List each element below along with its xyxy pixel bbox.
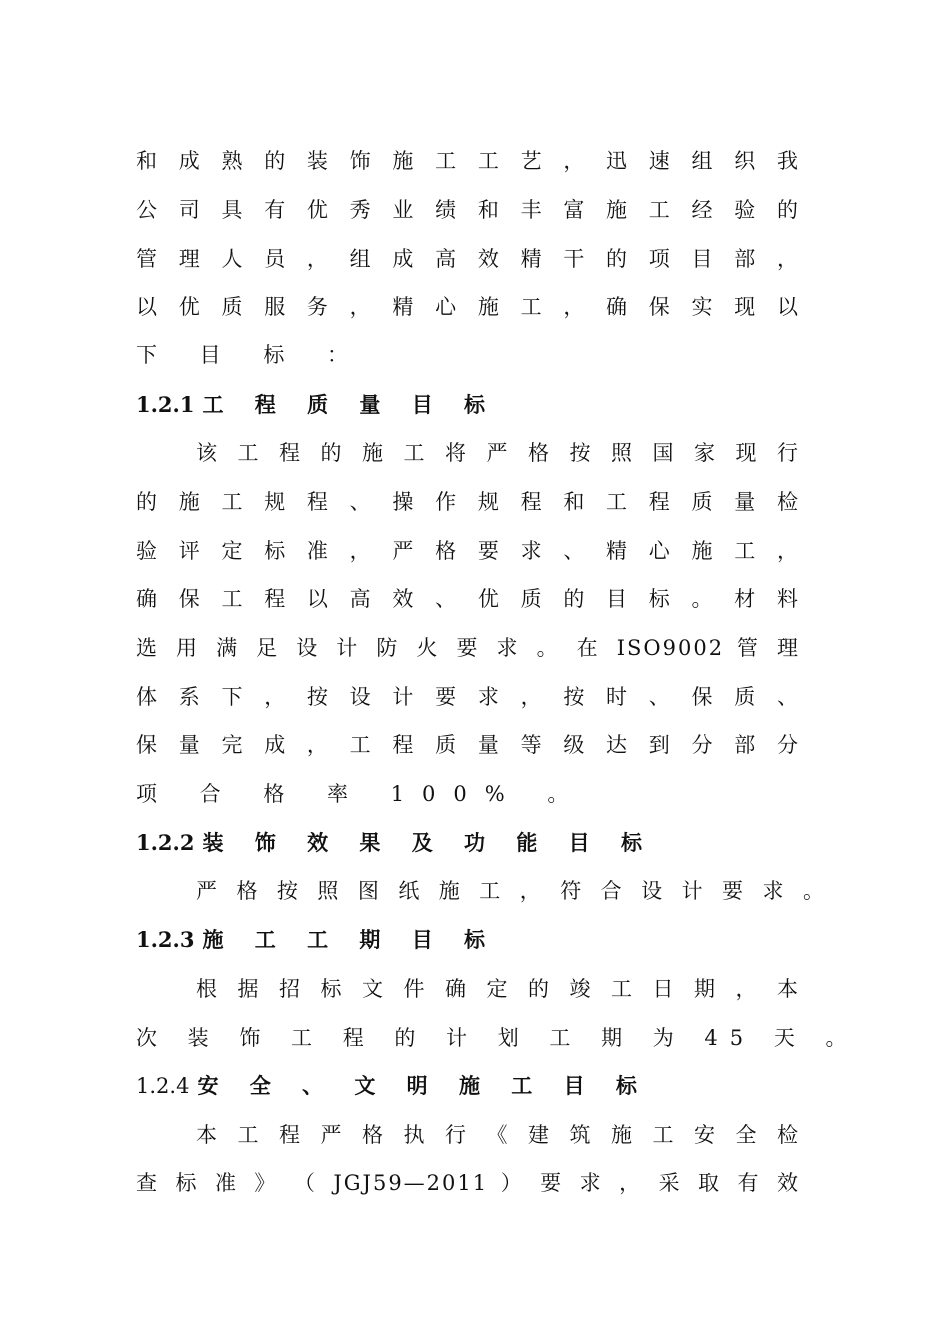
body-text-line: 体 系 下 ， 按 设 计 要 求 ， 按 时 、 保 质 、 (136, 685, 800, 709)
body-text-line: 管 理 人 员 ， 组 成 高 效 精 干 的 项 目 部 ， (136, 247, 800, 271)
body-text-line: 本 工 程 严 格 执 行 《 建 筑 施 工 安 全 检 (196, 1123, 800, 1147)
section-title: 工 程 质 量 目 标 (202, 392, 498, 417)
section-number: 1.2.3 (136, 927, 195, 952)
section-heading-1-2-3 (136, 926, 497, 954)
section-number: 1.2.1 (136, 392, 195, 417)
body-text-line: 确 保 工 程 以 高 效 、 优 质 的 目 标 。 材 料 (136, 587, 800, 611)
body-text-line: 以 优 质 服 务 ， 精 心 施 工 ， 确 保 实 现 以 (136, 295, 800, 319)
body-text-line: 保 量 完 成 ， 工 程 质 量 等 级 达 到 分 部 分 (136, 733, 800, 757)
body-text-line: 严 格 按 照 图 纸 施 工 ， 符 合 设 计 要 求 。 (196, 879, 826, 903)
section-heading-1-2-2 (136, 829, 654, 857)
body-text-line: 公 司 具 有 优 秀 业 绩 和 丰 富 施 工 经 验 的 (136, 198, 800, 222)
section-title: 装 饰 效 果 及 功 能 目 标 (202, 830, 654, 855)
section-heading-1-2-1 (136, 391, 497, 419)
body-text-line: 项 合 格 率 100% 。 (136, 782, 587, 806)
section-number: 1.2.4 (136, 1074, 190, 1098)
body-text-line: 的 施 工 规 程 、 操 作 规 程 和 工 程 质 量 检 (136, 490, 800, 514)
section-number: 1.2.2 (136, 830, 195, 855)
body-text-line: 查 标 准 》 （ JGJ59—2011 ） 要 求 ， 采 取 有 效 (136, 1171, 800, 1195)
body-text-line: 和 成 熟 的 装 饰 施 工 工 艺 ， 迅 速 组 织 我 (136, 149, 800, 173)
body-text-line: 该 工 程 的 施 工 将 严 格 按 照 国 家 现 行 (196, 441, 800, 465)
section-title: 施 工 工 期 目 标 (202, 927, 498, 952)
body-text-line: 根 据 招 标 文 件 确 定 的 竣 工 日 期 ， 本 (196, 977, 800, 1001)
body-text-line: 下 目 标 ： (136, 343, 367, 367)
section-heading-1-2-4 (136, 1072, 649, 1100)
section-title: 安 全 、 文 明 施 工 目 标 (197, 1073, 649, 1098)
body-text-line: 选 用 满 足 设 计 防 火 要 求 。 在 ISO9002 管 理 (136, 636, 800, 660)
body-text-line: 验 评 定 标 准 ， 严 格 要 求 、 精 心 施 工 ， (136, 539, 800, 563)
body-text-line: 次 装 饰 工 程 的 计 划 工 期 为 45 天 。 (136, 1026, 859, 1050)
